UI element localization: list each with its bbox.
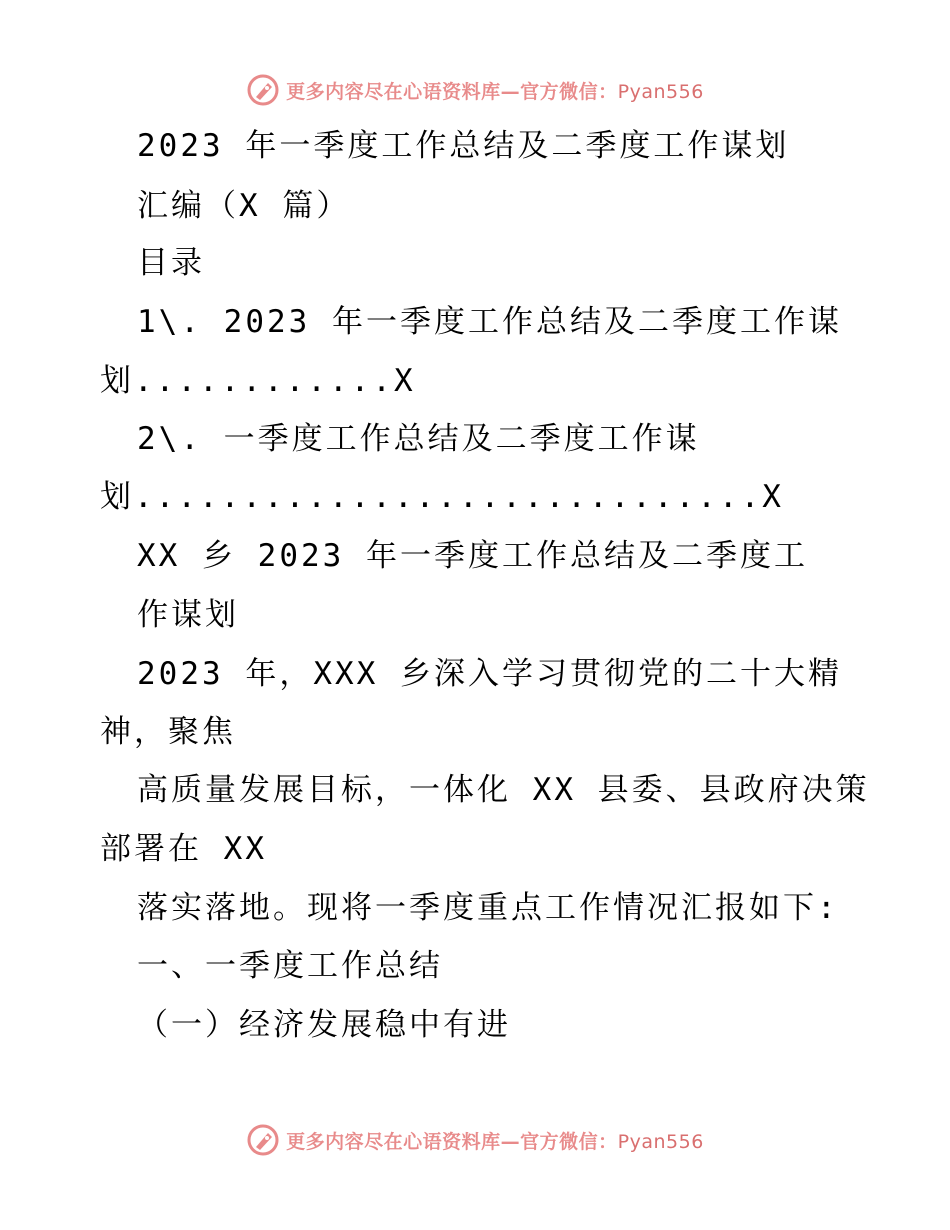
toc-entry-2-line-1: 2\. 一季度工作总结及二季度工作谋	[137, 421, 700, 457]
paragraph-3-line-1: 落实落地。现将一季度重点工作情况汇报如下:	[137, 890, 839, 926]
paragraph-2-line-1: 高质量发展目标，一体化 XX 县委、县政府决策	[137, 772, 870, 808]
footer-watermark	[0, 1120, 950, 1160]
subsection-heading-1: （一）经济发展稳中有进	[137, 1007, 511, 1043]
fountain-pen-nib-icon	[246, 1123, 280, 1157]
article-title-line-1: XX 乡 2023 年一季度工作总结及二季度工	[137, 538, 808, 574]
toc-entry-2-line-2: 划.............................X	[100, 479, 784, 515]
paragraph-2-line-2: 部署在 XX	[100, 831, 267, 867]
watermark-text: 更多内容尽在心语资料库—官方微信：Pyan556	[286, 1130, 704, 1153]
header-watermark	[0, 70, 950, 110]
article-title-line-2: 作谋划	[137, 597, 239, 633]
document-title-line-2: 汇编（X 篇）	[137, 188, 351, 224]
toc-entry-1-line-2: 划............X	[100, 363, 416, 399]
paragraph-1-line-1: 2023 年，XXX 乡深入学习贯彻党的二十大精	[137, 656, 842, 692]
toc-entry-1-line-1: 1\. 2023 年一季度工作总结及二季度工作谋	[137, 304, 842, 340]
paragraph-1-line-2: 神，聚焦	[100, 714, 236, 750]
toc-heading: 目录	[137, 245, 205, 281]
watermark-text: 更多内容尽在心语资料库—官方微信：Pyan556	[286, 80, 704, 103]
fountain-pen-nib-icon	[246, 73, 280, 107]
section-heading-1: 一、一季度工作总结	[137, 948, 443, 984]
document-title-line-1: 2023 年一季度工作总结及二季度工作谋划	[137, 128, 790, 164]
